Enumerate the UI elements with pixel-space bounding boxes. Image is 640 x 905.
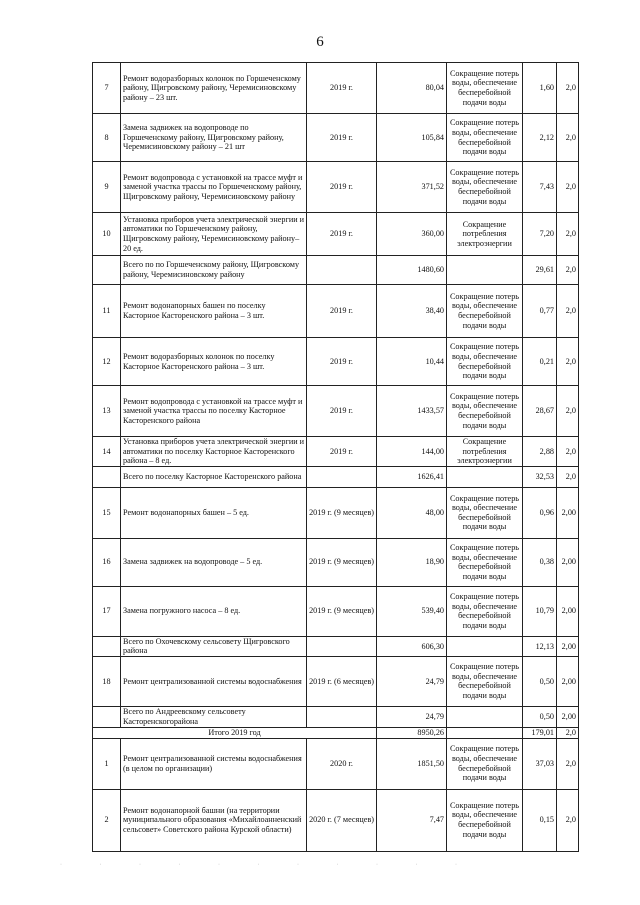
row-number-cell: 11 (93, 285, 121, 338)
table-row (93, 338, 579, 386)
effect-cell: Сокращение потерь воды, обеспечение бесперебойной подачи воды (447, 586, 523, 636)
effect-cell: Сокращение потерь воды, обеспечение бесперебойной подачи воды (447, 285, 523, 338)
table-row (93, 538, 579, 586)
table-row (93, 162, 579, 213)
measure-name-cell: Замена задвижек на водопроводе по Горшеченскому району, Щигровскому району, Черемисиновскому району – 21 шт (121, 114, 307, 162)
value1-cell: 0,38 (523, 538, 557, 586)
effect-cell: Сокращение потребления электроэнергии (447, 437, 523, 467)
value1-cell: 1,60 (523, 63, 557, 114)
value2-cell: 2,00 (557, 656, 579, 706)
year-cell: 2020 г. (307, 738, 377, 789)
row-number-cell: 2 (93, 789, 121, 851)
year-cell: 2019 г. (307, 162, 377, 213)
value1-cell: 32,53 (523, 466, 557, 487)
row-number-cell: 15 (93, 487, 121, 538)
cost-cell: 48,00 (377, 487, 447, 538)
value1-cell: 29,61 (523, 256, 557, 285)
row-number-cell: 12 (93, 338, 121, 386)
table-row (93, 437, 579, 467)
cost-cell: 144,00 (377, 437, 447, 467)
cost-cell: 360,00 (377, 213, 447, 256)
effect-cell: Сокращение потерь воды, обеспечение бесперебойной подачи воды (447, 338, 523, 386)
row-number-cell (93, 466, 121, 487)
year-cell: 2019 г. (307, 213, 377, 256)
value2-cell: 2,0 (557, 738, 579, 789)
value1-cell: 0,15 (523, 789, 557, 851)
effect-cell: Сокращение потребления электроэнергии (447, 213, 523, 256)
year-cell (307, 636, 377, 656)
value1-cell: 28,67 (523, 386, 557, 437)
value2-cell: 2,0 (557, 256, 579, 285)
measure-name-cell: Ремонт водопровода с установкой на трассе муфт и заменой участка трассы по Горшеченскому району, Щигровскому району, Черемисиновскому району (121, 162, 307, 213)
effect-cell: Сокращение потерь воды, обеспечение бесперебойной подачи воды (447, 487, 523, 538)
measure-name-cell: Ремонт водонапорных башен по поселку Касторное Касторенского района – 3 шт. (121, 285, 307, 338)
effect-cell: Сокращение потерь воды, обеспечение бесперебойной подачи воды (447, 386, 523, 437)
page-number: 6 (316, 34, 324, 50)
measure-name-cell: Замена задвижек на водопроводе – 5 ед. (121, 538, 307, 586)
value1-cell: 10,79 (523, 586, 557, 636)
value1-cell: 0,50 (523, 656, 557, 706)
year-cell (307, 466, 377, 487)
table-row (93, 738, 579, 789)
value1-cell: 0,96 (523, 487, 557, 538)
table-row (93, 656, 579, 706)
value2-cell: 2,0 (557, 386, 579, 437)
table-row (93, 586, 579, 636)
table-row (93, 63, 579, 114)
cost-cell: 105,84 (377, 114, 447, 162)
value1-cell: 2,12 (523, 114, 557, 162)
year-cell: 2019 г. (9 месяцев) (307, 487, 377, 538)
measure-name-cell: Ремонт водонапорной башни (на территории муниципального образования «Михайлоанненский сельсовет» Советского района Курской области) (121, 789, 307, 851)
measure-name-cell: Всего по Андреевскому сельсовету Касторенскогорайона (121, 706, 307, 727)
value2-cell: 2,00 (557, 636, 579, 656)
value1-cell: 12,13 (523, 636, 557, 656)
row-number-cell: 9 (93, 162, 121, 213)
measure-name-cell: Установка приборов учета электрической энергии и автоматики по Горшеченскому району, Щигровскому району, Черемисиновскому району– 20 ед. (121, 213, 307, 256)
cost-cell: 24,79 (377, 706, 447, 727)
scan-artifact: · · · · · · · · · · · (60, 862, 475, 868)
value1-cell: 37,03 (523, 738, 557, 789)
value1-cell: 0,77 (523, 285, 557, 338)
value2-cell: 2,0 (557, 338, 579, 386)
row-number-cell (93, 256, 121, 285)
value1-cell: 179,01 (523, 727, 557, 738)
effect-cell: Сокращение потерь воды, обеспечение бесперебойной подачи воды (447, 538, 523, 586)
table-body (93, 63, 579, 852)
table-row (93, 285, 579, 338)
row-number-cell: 1 (93, 738, 121, 789)
effect-cell (447, 256, 523, 285)
value1-cell: 0,21 (523, 338, 557, 386)
year-cell: 2019 г. (307, 63, 377, 114)
value2-cell: 2,0 (557, 727, 579, 738)
subtotal-row (93, 466, 579, 487)
value2-cell: 2,00 (557, 487, 579, 538)
effect-cell: Сокращение потерь воды, обеспечение бесперебойной подачи воды (447, 738, 523, 789)
value2-cell: 2,00 (557, 706, 579, 727)
value1-cell: 0,50 (523, 706, 557, 727)
cost-cell: 606,30 (377, 636, 447, 656)
cost-cell: 10,44 (377, 338, 447, 386)
value2-cell: 2,0 (557, 466, 579, 487)
row-number-cell: 8 (93, 114, 121, 162)
effect-cell: Сокращение потерь воды, обеспечение бесперебойной подачи воды (447, 162, 523, 213)
row-number-cell: 10 (93, 213, 121, 256)
table-row (93, 789, 579, 851)
value2-cell: 2,0 (557, 789, 579, 851)
value2-cell: 2,0 (557, 285, 579, 338)
year-cell (307, 256, 377, 285)
cost-cell: 1433,57 (377, 386, 447, 437)
value2-cell: 2,0 (557, 213, 579, 256)
value1-cell: 2,88 (523, 437, 557, 467)
year-cell: 2019 г. (9 месяцев) (307, 586, 377, 636)
table-row (93, 487, 579, 538)
value1-cell: 7,43 (523, 162, 557, 213)
effect-cell (447, 466, 523, 487)
subtotal-row (93, 706, 579, 727)
cost-cell: 80,04 (377, 63, 447, 114)
row-number-cell: 7 (93, 63, 121, 114)
cost-cell: 7,47 (377, 789, 447, 851)
row-number-cell: 17 (93, 586, 121, 636)
year-cell: 2019 г. (9 месяцев) (307, 538, 377, 586)
value2-cell: 2,0 (557, 437, 579, 467)
total-row (93, 727, 579, 738)
effect-cell: Сокращение потерь воды, обеспечение бесперебойной подачи воды (447, 63, 523, 114)
measure-name-cell: Всего по Охочевскому сельсовету Щигровского района (121, 636, 307, 656)
effect-cell (447, 727, 523, 738)
effect-cell (447, 706, 523, 727)
measure-name-cell: Ремонт водонапорных башен – 5 ед. (121, 487, 307, 538)
measure-name-cell: Ремонт водопровода с установкой на трассе муфт и заменой участка трассы по поселку Касторное Касторенского района (121, 386, 307, 437)
total-label-cell: Итого 2019 год (93, 727, 377, 738)
table-row (93, 213, 579, 256)
measure-name-cell: Всего по по Горшеченскому району, Щигровскому району, Черемисиновскому району (121, 256, 307, 285)
year-cell: 2019 г. (307, 285, 377, 338)
year-cell: 2019 г. (307, 114, 377, 162)
value2-cell: 2,0 (557, 162, 579, 213)
row-number-cell: 16 (93, 538, 121, 586)
row-number-cell: 13 (93, 386, 121, 437)
cost-cell: 38,40 (377, 285, 447, 338)
measure-name-cell: Ремонт водоразборных колонок по Горшеченскому району, Щигровскому району, Черемисиновскому району – 23 шт. (121, 63, 307, 114)
row-number-cell: 14 (93, 437, 121, 467)
row-number-cell (93, 706, 121, 727)
effect-cell (447, 636, 523, 656)
year-cell: 2019 г. (6 месяцев) (307, 656, 377, 706)
table-row (93, 114, 579, 162)
year-cell: 2019 г. (307, 338, 377, 386)
cost-cell: 24,79 (377, 656, 447, 706)
subtotal-row (93, 256, 579, 285)
value2-cell: 2,0 (557, 114, 579, 162)
year-cell: 2019 г. (307, 437, 377, 467)
year-cell: 2020 г. (7 месяцев) (307, 789, 377, 851)
measure-name-cell: Установка приборов учета электрической энергии и автоматики по поселку Касторное Касторенского района – 8 ед. (121, 437, 307, 467)
row-number-cell: 18 (93, 656, 121, 706)
cost-cell: 1626,41 (377, 466, 447, 487)
measures-table (92, 62, 579, 852)
effect-cell: Сокращение потерь воды, обеспечение бесперебойной подачи воды (447, 789, 523, 851)
measure-name-cell: Ремонт водоразборных колонок по поселку Касторное Касторенского района – 3 шт. (121, 338, 307, 386)
year-cell (307, 706, 377, 727)
subtotal-row (93, 636, 579, 656)
measure-name-cell: Замена погружного насоса – 8 ед. (121, 586, 307, 636)
cost-cell: 18,90 (377, 538, 447, 586)
value1-cell: 7,20 (523, 213, 557, 256)
cost-cell: 1851,50 (377, 738, 447, 789)
cost-cell: 8950,26 (377, 727, 447, 738)
value2-cell: 2,00 (557, 586, 579, 636)
value2-cell: 2,0 (557, 63, 579, 114)
measure-name-cell: Ремонт централизованной системы водоснабжения (в целом по организации) (121, 738, 307, 789)
row-number-cell (93, 636, 121, 656)
cost-cell: 371,52 (377, 162, 447, 213)
effect-cell: Сокращение потерь воды, обеспечение бесперебойной подачи воды (447, 656, 523, 706)
cost-cell: 539,40 (377, 586, 447, 636)
cost-cell: 1480,60 (377, 256, 447, 285)
year-cell: 2019 г. (307, 386, 377, 437)
measure-name-cell: Всего по поселку Касторное Касторенского района (121, 466, 307, 487)
table-row (93, 386, 579, 437)
measure-name-cell: Ремонт централизованной системы водоснабжения (121, 656, 307, 706)
effect-cell: Сокращение потерь воды, обеспечение бесперебойной подачи воды (447, 114, 523, 162)
value2-cell: 2,00 (557, 538, 579, 586)
